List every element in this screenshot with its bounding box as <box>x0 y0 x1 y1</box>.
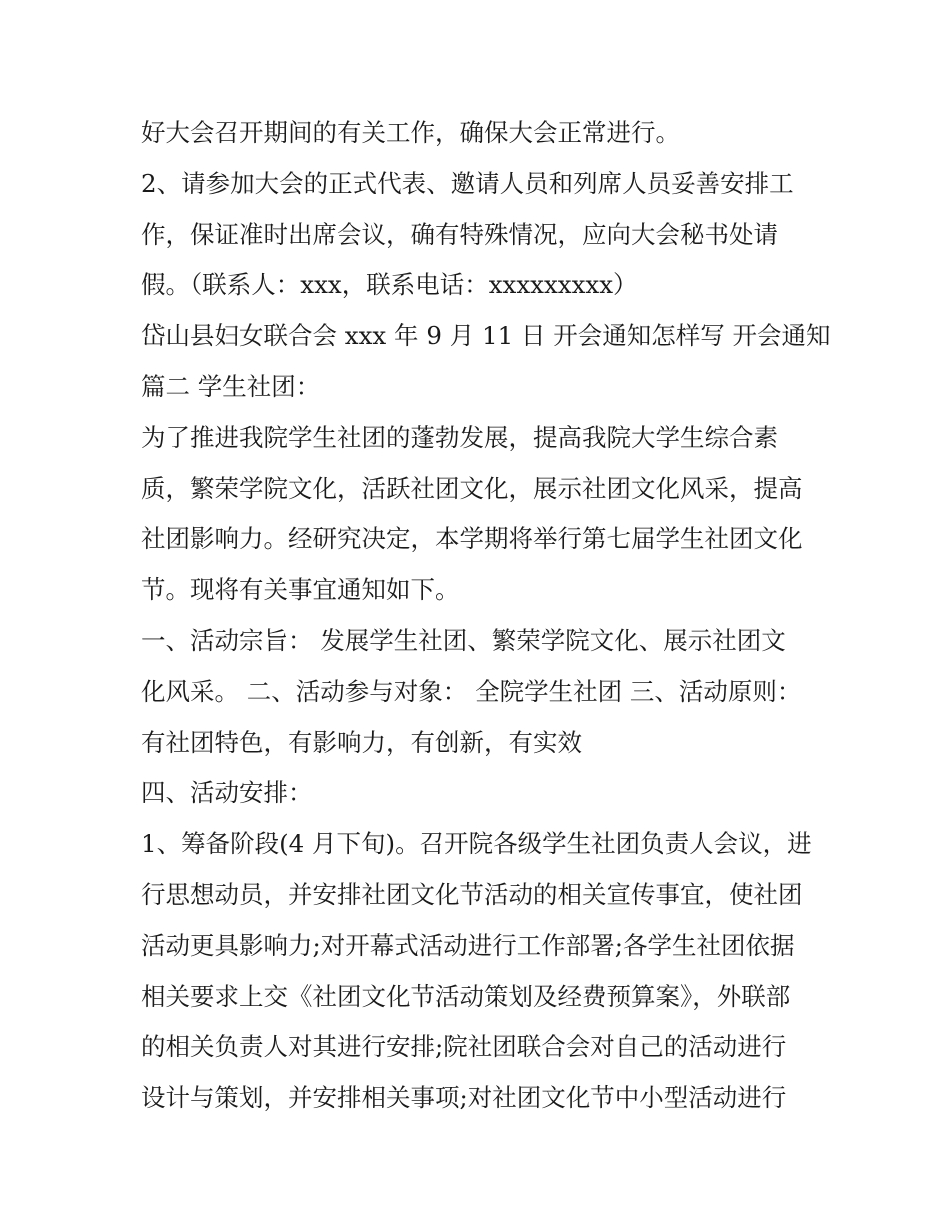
text-line: 设计与策划，并安排相关事项;对社团文化节中小型活动进行 <box>141 1083 787 1113</box>
section-heading: 篇二 学生社团： <box>141 371 321 401</box>
text-line: 质，繁荣学院文化，活跃社团文化，展示社团文化风采，提高 <box>141 473 803 503</box>
document-body <box>141 108 831 1124</box>
text-line: 为了推进我院学生社团的蓬勃发展，提高我院大学生综合素 <box>141 422 778 452</box>
text-line: 作，保证准时出席会议，确有特殊情况，应向大会秘书处请 <box>141 219 778 249</box>
text-line: 社团影响力。经研究决定，本学期将举行第七届学生社团文化 <box>141 524 803 554</box>
text-line: 假。（联系人：xxx，联系电话：xxxxxxxxx） <box>141 270 638 300</box>
text-line: 好大会召开期间的有关工作，确保大会正常进行。 <box>141 118 680 147</box>
section-heading: 四、活动安排： <box>141 778 313 808</box>
text-line: 节。现将有关事宜通知如下。 <box>141 575 460 605</box>
text-line: 相关要求上交《社团文化节活动策划及经费预算案》，外联部 <box>141 981 791 1011</box>
text-line: 化风采。 二、活动参与对象： 全院学生社团 三、活动原则： <box>141 676 802 706</box>
text-line: 一、活动宗旨： 发展学生社团、繁荣学院文化、展示社团文 <box>141 625 786 655</box>
text-line: 活动更具影响力;对开幕式活动进行工作部署;各学生社团依据 <box>141 930 795 960</box>
text-line: 2、请参加大会的正式代表、邀请人员和列席人员妥善安排工 <box>141 168 794 198</box>
text-line: 有社团特色，有影响力，有创新，有实效 <box>141 727 582 757</box>
text-line: 1、筹备阶段(4 月下旬)。召开院各级学生社团负责人会议，进 <box>141 829 812 859</box>
text-line: 的相关负责人对其进行安排;院社团联合会对自己的活动进行 <box>141 1032 787 1062</box>
text-line: 岱山县妇女联合会 xxx 年 9 月 11 日 开会通知怎样写 开会通知 <box>141 321 831 351</box>
text-line: 行思想动员，并安排社团文化节活动的相关宣传事宜，使社团 <box>141 879 803 909</box>
